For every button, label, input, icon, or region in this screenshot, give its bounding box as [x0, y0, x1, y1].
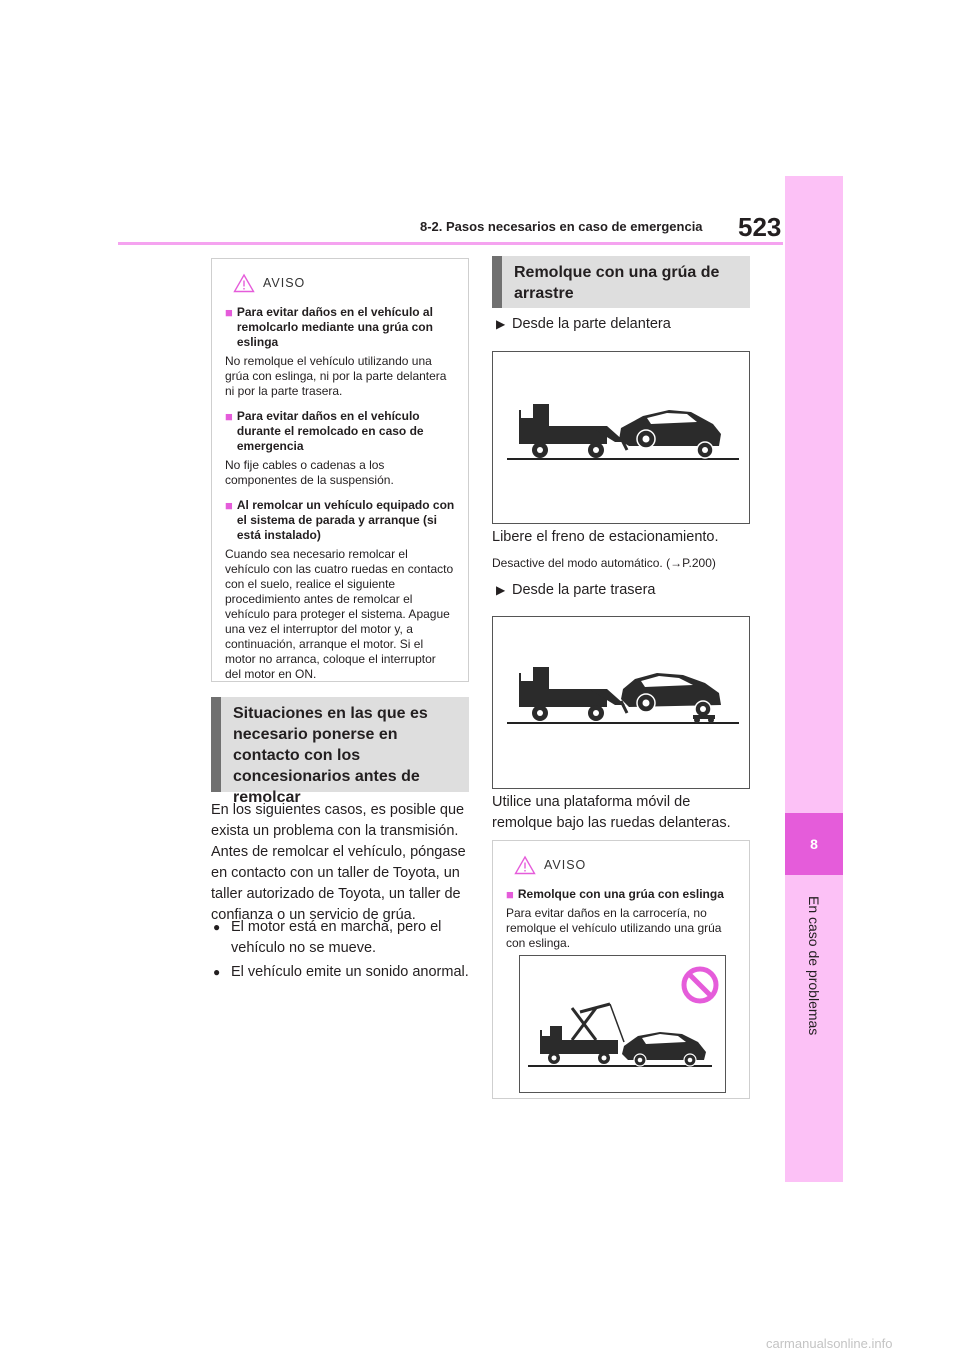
- section-heading-text: Situaciones en las que es necesario ponerse en contacto con los concesionarios antes de remolcar: [233, 705, 428, 806]
- warning-item-body: No remolque el vehículo utilizando una grúa con eslinga, ni por la parte delantera ni por la parte trasera.: [225, 354, 447, 398]
- chapter-label-text: En caso de problemas: [806, 896, 822, 1036]
- warning-item: [225, 409, 455, 488]
- square-bullet-icon: ■: [225, 305, 233, 320]
- list-item-text: El motor está en marcha, pero el vehículo no se mueve.: [231, 919, 442, 956]
- chapter-side-tab: [785, 176, 843, 1182]
- warning-title: AVISO: [263, 276, 306, 290]
- tow-truck-front-illustration: [493, 352, 749, 523]
- rear-note: Utilice una plataforma móvil de remolque bajo las ruedas delanteras.: [492, 794, 731, 831]
- arrow-bullet-icon: ▶: [496, 583, 506, 597]
- warning-item-body: Cuando sea necesario remolcar el vehículo con las cuatro ruedas en contacto con el suelo, realice el siguiente procedimiento antes de remolcar el vehículo para proteger el sistema. Apague una vez el interruptor del motor y, a continuación, arranque el motor. Si el motor no arranca, coloque el interruptor del motor en ON.: [225, 547, 454, 681]
- warning-triangle-icon: [233, 273, 255, 293]
- figure-sling-tow-prohibited: [519, 955, 726, 1093]
- list-item: [213, 962, 469, 983]
- square-bullet-icon: ■: [225, 409, 233, 424]
- square-bullet-icon: ■: [506, 887, 514, 902]
- section-heading-dealers: [211, 697, 469, 806]
- warning-title: AVISO: [544, 858, 587, 872]
- figure-rear-tow: [492, 616, 750, 789]
- arrow-bullet-icon: ▶: [496, 317, 506, 331]
- list-item-text: Desde la parte delantera: [512, 316, 671, 332]
- section-heading-tow-truck: [492, 256, 750, 308]
- chapter-label: [791, 896, 837, 1186]
- front-note: Libere el freno de estacionamiento.: [492, 529, 719, 545]
- section-heading-text: Remolque con una grúa de arrastre: [514, 264, 720, 302]
- warning-item: [506, 887, 736, 951]
- warning-item: [225, 498, 455, 682]
- list-item-text: Desde la parte trasera: [512, 582, 656, 598]
- running-header: 8-2. Pasos necesarios en caso de emergencia: [420, 219, 703, 234]
- list-item: [496, 580, 750, 601]
- warning-triangle-icon: [514, 855, 536, 875]
- warning-item-title: Para evitar daños en el vehículo durante el remolcado en caso de emergencia: [236, 409, 424, 453]
- header-rule: [118, 242, 783, 245]
- warning-item-body: No fije cables o cadenas a los componentes de la suspensión.: [225, 458, 394, 487]
- list-item: [213, 917, 469, 959]
- front-reference: Desactive del modo automático. (→P.200): [492, 556, 716, 570]
- square-bullet-icon: ■: [225, 498, 233, 513]
- watermark: carmanualsonline.info: [766, 1336, 893, 1351]
- warning-item: [225, 305, 455, 399]
- warning-item-title: Para evitar daños en el vehículo al remolcarlo mediante una grúa con eslinga: [236, 305, 433, 349]
- warning-item-title: Remolque con una grúa con eslinga: [517, 887, 724, 901]
- warning-item-title: Al remolcar un vehículo equipado con el sistema de parada y arranque (si está instalado): [236, 498, 455, 542]
- warning-box-left: [211, 258, 469, 682]
- list-item: [496, 314, 750, 335]
- warning-box-right: [492, 840, 750, 1099]
- chapter-number: 8: [785, 813, 843, 875]
- figure-front-tow: [492, 351, 750, 524]
- tow-truck-rear-illustration: [493, 617, 749, 788]
- warning-header: [233, 269, 455, 297]
- warning-item-body: Para evitar daños en la carrocería, no remolque el vehículo utilizando una grúa con eslinga.: [506, 906, 722, 950]
- bullet-dot-icon: ●: [213, 920, 221, 934]
- paragraph: En los siguientes casos, es posible que exista un problema con la transmisión. Antes de remolcar el vehículo, póngase en contacto con un taller de Toyota, un taller autorizado de Toyota, un taller de confianza o un servicio de grúa.: [211, 802, 466, 923]
- warning-header: [514, 851, 736, 879]
- page-number: 523: [738, 212, 782, 242]
- bullet-dot-icon: ●: [213, 965, 221, 979]
- sling-tow-prohibited-illustration: [520, 956, 725, 1092]
- list-item-text: El vehículo emite un sonido anormal.: [231, 964, 469, 980]
